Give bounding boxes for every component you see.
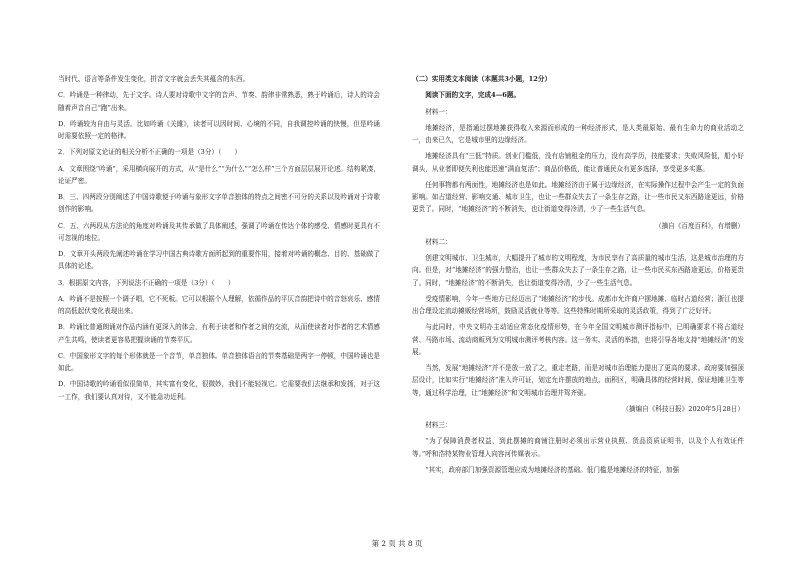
- left-column-paragraph: C．吟诵是一种律动，先于文字。诗人要对诗歌中文字的音声、节奏、韵律非常熟悉，熟于吟诵后，诗人的诗会随着声音自己“跑”出来。: [58, 91, 380, 112]
- right-column-paragraph: 受疫情影响，今年一些地方已经迈出了“地摊经济”的步伐。成都市允许商户摆地摊、临时占道经营；浙江也提出合理设定流动摊贩经营场所，鼓励灵活就业等等。这些特殊时期所采取的灵活政策，得到了广泛好评。: [412, 294, 744, 316]
- right-column-paragraph: 当然，发展“地摊经济”并不是放一放了之，重走老路，而是对城市治理能力提出了更高的要求。政府要加强顶层设计，比如实行“地摊经济”准入许可证，划定允许摆放的地点、面积区，明确具体的经营时间，保证地摊卫生等等，通过科学治理，让“地摊经济”和文明城市治理并驾齐驱。: [412, 364, 744, 397]
- left-column-paragraph: 2．下列对原文论证的相关分析不正确的一项是（3分）（ ）: [58, 148, 242, 157]
- right-column-paragraph: 材料二：: [425, 237, 452, 246]
- right-column-paragraph: “其实，政府部门加强资源管理应成为地摊经济的基础。低门槛是地摊经济的特征，加强: [425, 465, 680, 474]
- right-column-paragraph: “为了保障消费者权益，到此摆摊的商铺注册时必须出示营业执照、货品资质证明书，以及个人有效证件等。”呼和浩特某物业管理人向容河传媒表示。: [412, 437, 744, 458]
- right-column-paragraph: 地摊经济具有“三低”特质。创业门槛低，没有店铺租金的压力，没有高学历，技能要求；失败风险低，船小好调头，从业者即便失利也能迅速“满血复活”；商品价格低，能让普通民众有更多选择，享受更多实惠。: [412, 152, 744, 173]
- left-column-paragraph: A．吟诵不是按照一个调子唱，它不死板。它可以根据个人理解，依循作品的平仄音韵把诗中的音怒哀乐、感情的高低起伏变化表现出来。: [58, 294, 380, 316]
- right-column-paragraph: 创建文明城市、卫生城市，大幅提升了城市的文明程度，为市民享有了高质量的城市生活，这是城市治理的方向。但是，对“地摊经济”的强力整治，也让一些群众失去了一条生存之路，让一些市民买东西路途更远，价格更贵了。同时，“地摊经济”的不断消失，也让街道变得冷清，少了一些生活气息。: [412, 254, 744, 287]
- right-column-paragraph: 与此同时，中央文明办主动适应常态化疫情形势，在今年全国文明城市测评指标中，已明确要求不将占道经营、马路市场、流动商贩列为文明城市测评考核内容。这一务实、灵活的举措，也将引导各地支持“地摊经济”的发展。: [412, 323, 744, 356]
- left-column-paragraph: B．三、四两段分别阐述了中国诗歌便于吟诵与象形文字单音独体的特点之间密不可分的关系以及吟诵对于诗歌创作的影响。: [58, 193, 380, 214]
- left-column-paragraph: D．吟诵较为自由与灵活。比如吟诵《关雎》，读者可以因时间、心境的不同，自我调控吟诵的快慢，但是吟诵时需要依照一定的格律。: [58, 119, 380, 140]
- left-column-paragraph: C．五、六两段从方法论的角度对吟诵及其传承做了具体阐述，强调了吟诵在传达个体的感受、情感时更具有不可忽视的地位。: [58, 221, 380, 242]
- left-column-paragraph: 当时代、语言等条件发生变化，拼音文字就会丢失其蕴含的东西。: [58, 75, 250, 83]
- left-column-paragraph: D．文章开头两段先阐述吟诵在学习中国古典诗歌方面所起到的重要作用，接着对吟诵的概念、目的、基础做了具体的论述。: [58, 250, 380, 271]
- left-column-paragraph: B．吟诵比普通朗诵对作品内涵有更深入的体会，有利于读者和作者之间的交流，从而使读者对作者的艺术情感产生共鸣，使读者更容易把握读诵的节奏平仄。: [58, 323, 380, 344]
- right-column-paragraph: 阅读下面的文字，完成4—6题。: [425, 91, 521, 100]
- page-footer: 第 2 页 共 8 页: [371, 539, 423, 548]
- right-column-paragraph: （摘自《百度百科》，有增删）: [654, 221, 744, 230]
- right-column: [412, 73, 744, 480]
- left-column-paragraph: D．中国诗歌的吟诵看似很简单，其实富有变化，很微妙，我们不能轻视它。它需要我们去继承和发扬，对于这一工作，我们要认真对待，又不能急功近利。: [58, 380, 380, 401]
- left-column-paragraph: C．中国象形文字的每个形体就是一个音节，单音独体。单音独体语言的节奏基础是两字一停顿，中国吟诵也是如此。: [58, 351, 380, 373]
- right-column-paragraph: （二）实用类文本阅读（本题共3小题，12分）: [412, 75, 552, 83]
- right-column-paragraph: 材料三：: [425, 421, 452, 430]
- right-column-paragraph: 地摊经济，是指通过摆地摊获得收入来源而形成的一种经济形式，是人类最原始、最有生命力的商业活动之一，由来已久，它是城市里的边缘经济。: [412, 123, 744, 145]
- left-column: [58, 73, 380, 407]
- right-column-paragraph: 材料一：: [425, 107, 452, 116]
- left-column-paragraph: 3．根据原文内容，下列说法不正确的一项是（3分）（ ）: [58, 278, 235, 287]
- right-column-paragraph: （摘编自《科技日报》2020年5月28日）: [622, 404, 744, 413]
- right-column-paragraph: 任何事物都有两面性，地摊经济也是如此。地摊经济由于属于边缘经济，在实际操作过程中会产生一定的负面影响。如占道经营、影响交通、城市卫生，也让一些群众失去了一条生存之路，让一些市民又东西路途更远，价格更贵了。同时，“地摊经济”的不断消失，也让街道变得冷清，少了一些生活气息。: [412, 180, 744, 214]
- left-column-paragraph: A．文章围绕“吟诵”，采用横向展开的方式，从“是什么”“为什么”“怎么样”三个方面层层展开论述。结构紧凑，论证严密。: [58, 164, 380, 185]
